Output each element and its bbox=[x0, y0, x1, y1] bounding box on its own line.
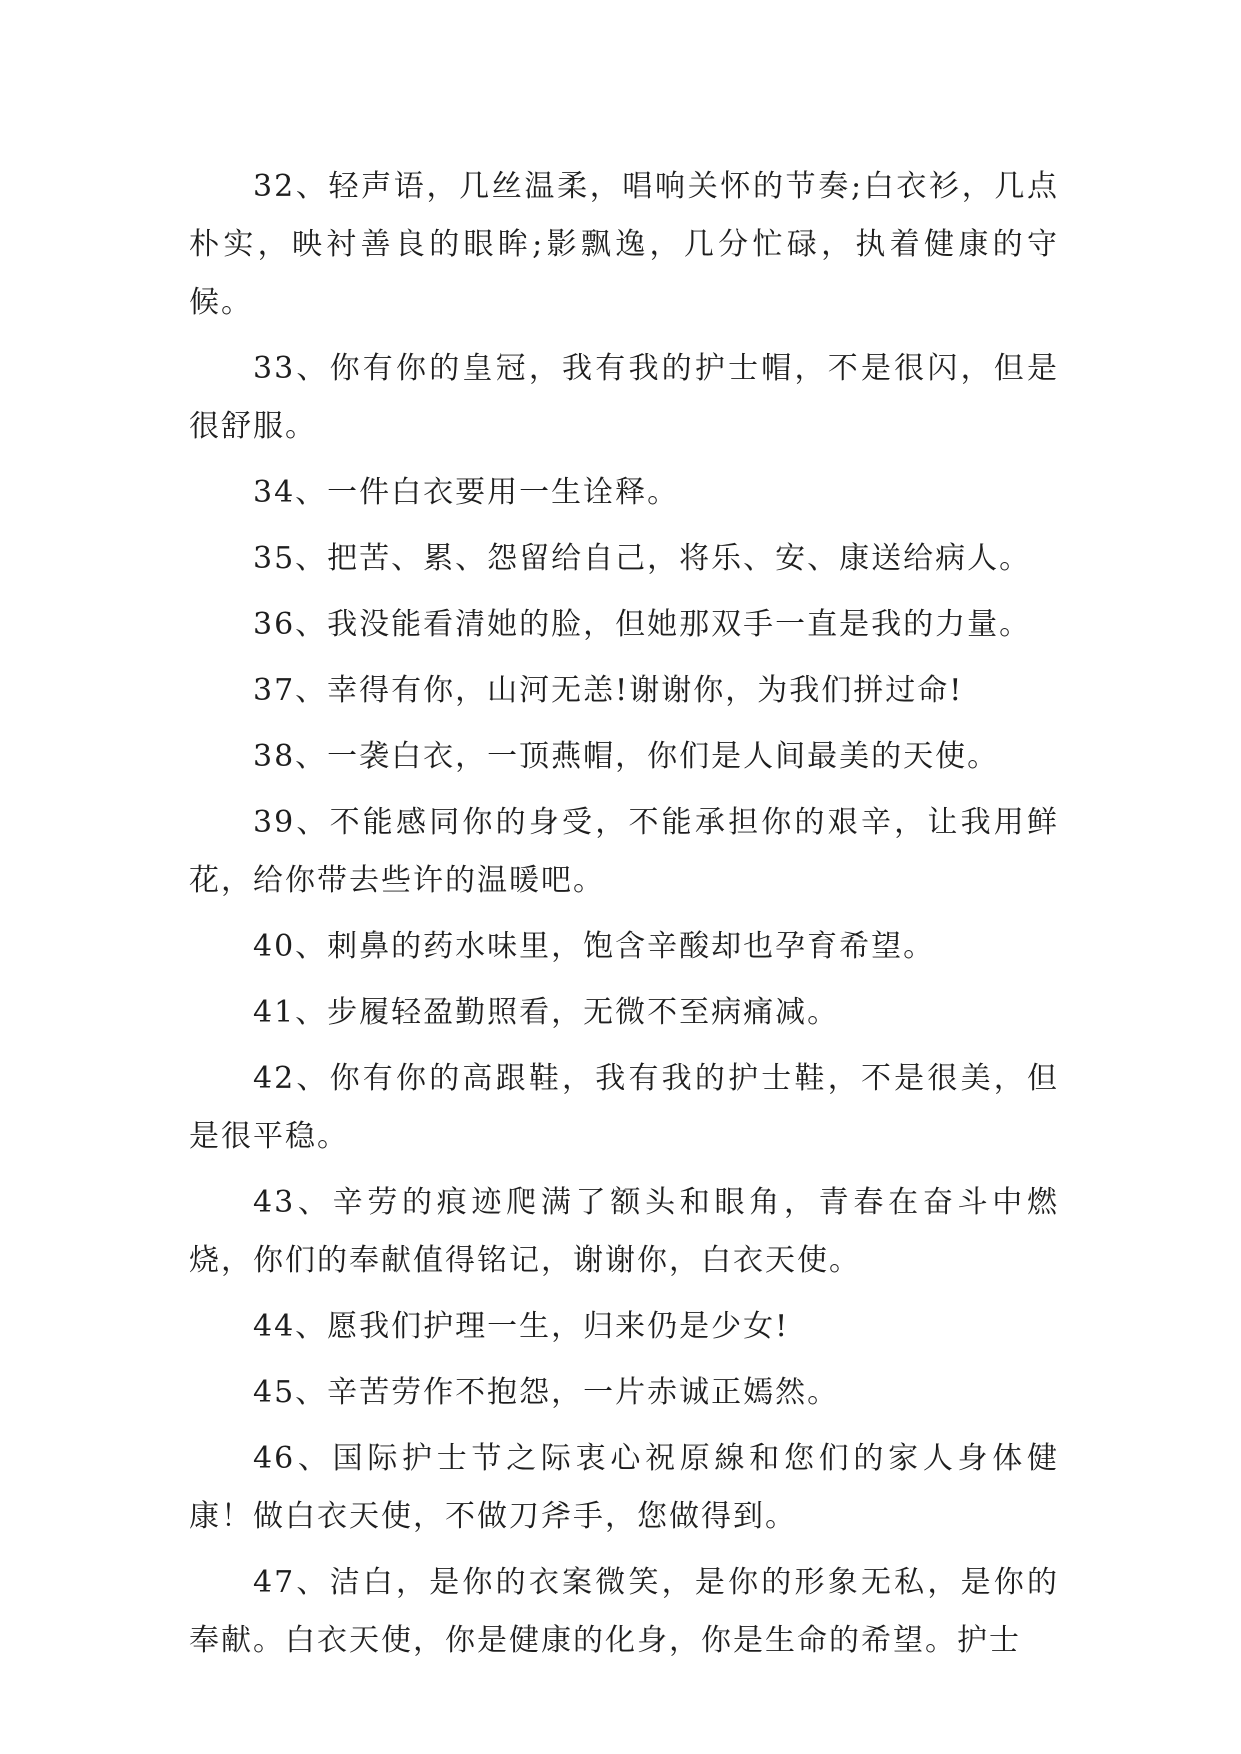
paragraph-34: 34、一件白衣要用一生诠释。 bbox=[253, 475, 680, 510]
paragraph-41: 41、步履轻盈勤照看，无微不至病痛减。 bbox=[253, 995, 840, 1030]
paragraph-42: 42、你有你的高跟鞋，我有我的护士鞋，不是很美，但是很平稳。 bbox=[189, 1061, 1059, 1154]
paragraph-43: 43、辛劳的痕迹爬满了额头和眼角，青春在奋斗中燃烧，你们的奉献值得铭记，谢谢你，白衣天使。 bbox=[189, 1185, 1059, 1278]
paragraph-38: 38、一袭白衣，一顶燕帽，你们是人间最美的天使。 bbox=[253, 739, 1000, 774]
paragraph-44: 44、愿我们护理一生，归来仍是少女! bbox=[253, 1309, 790, 1344]
paragraph-45: 45、辛苦劳作不抱怨，一片赤诚正嫣然。 bbox=[253, 1375, 840, 1410]
paragraph-37: 37、幸得有你，山河无恙!谢谢你，为我们拼过命! bbox=[253, 673, 964, 708]
document-body bbox=[189, 158, 1059, 1678]
paragraph-33: 33、你有你的皇冠，我有我的护士帽，不是很闪，但是很舒服。 bbox=[189, 351, 1059, 444]
paragraph-39: 39、不能感同你的身受，不能承担你的艰辛，让我用鲜花，给你带去些许的温暖吧。 bbox=[189, 805, 1059, 898]
paragraph-32: 32、轻声语，几丝温柔，唱响关怀的节奏;白衣衫，几点朴实，映衬善良的眼眸;影飘逸，几分忙碌，执着健康的守候。 bbox=[189, 169, 1059, 320]
paragraph-35: 35、把苦、累、怨留给自己，将乐、安、康送给病人。 bbox=[253, 541, 1032, 576]
paragraph-47: 47、洁白，是你的衣案微笑，是你的形象无私，是你的奉献。白衣天使，你是健康的化身，你是生命的希望。护士 bbox=[189, 1565, 1059, 1658]
paragraph-36: 36、我没能看清她的脸，但她那双手一直是我的力量。 bbox=[253, 607, 1032, 642]
paragraph-40: 40、刺鼻的药水味里，饱含辛酸却也孕育希望。 bbox=[253, 929, 936, 964]
paragraph-46: 46、国际护士节之际衷心祝原線和您们的家人身体健康！做白衣天使，不做刀斧手，您做得到。 bbox=[189, 1441, 1059, 1534]
